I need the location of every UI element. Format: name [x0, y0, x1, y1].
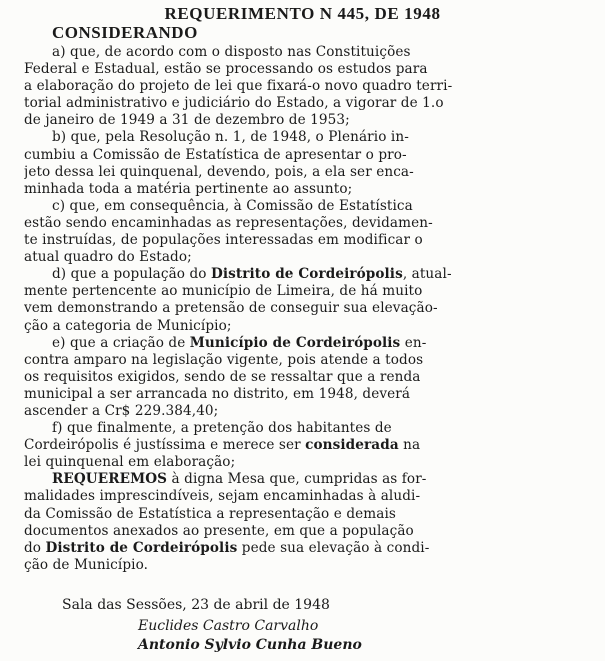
text-line — [24, 471, 582, 488]
text-line: b) que, pela Resolução n. 1, de 1948, o Plenário in- — [52, 129, 409, 146]
text-line: a elaboração do projeto de lei que fixará-o novo quadro terri- — [24, 78, 453, 95]
text-line: jeto dessa lei quinquenal, devendo, pois, a ela ser enca- — [24, 163, 414, 180]
text-line — [24, 335, 582, 352]
bold-segment: REQUEREMOS — [52, 471, 168, 488]
text-line — [24, 540, 582, 557]
text-line: c) que, em consequência, à Comissão de Estatística — [52, 197, 413, 214]
text-segment: , atual- — [402, 266, 452, 283]
text-line: documentos anexados ao presente, em que a população — [24, 522, 414, 539]
text-line: cumbiu a Comissão de Estatística de apresentar o pro- — [24, 146, 407, 163]
document-body — [24, 44, 582, 574]
text-line: ção a categoria de Município; — [24, 317, 232, 334]
text-line: ascender a Cr$ 229.384,40; — [24, 402, 219, 419]
text-segment: d) que a população do — [52, 266, 211, 283]
text-segment: à digna Mesa que, cumpridas as for- — [167, 471, 427, 488]
text-line — [24, 437, 582, 454]
text-line: municipal a ser arrancada no distrito, em 1948, deverá — [24, 385, 411, 402]
text-line: vem demonstrando a pretensão de conseguir sua elevação- — [24, 300, 438, 317]
text-segment: pede sua elevação à condi- — [237, 539, 430, 556]
text-line: da Comissão de Estatística a representação e demais — [24, 505, 396, 522]
text-line: Federal e Estadual, estão se processando os estudos para — [24, 61, 428, 78]
text-line: a) que, de acordo com o disposto nas Constituições — [52, 44, 411, 60]
text-line: atual quadro do Estado; — [24, 249, 192, 266]
text-line: os requisitos exigidos, sendo de se ressaltar que a renda — [24, 368, 421, 385]
bold-segment: considerada — [305, 437, 399, 454]
text-line: ção de Município. — [24, 556, 149, 573]
text-line: mente pertencente ao município de Limeira, de há muito — [24, 283, 423, 300]
text-line: lei quinquenal em elaboração; — [24, 454, 236, 471]
text-line: malidades imprescindíveis, sejam encaminhadas à aludi- — [24, 488, 421, 505]
text-line: te instruídas, de populações interessadas em modificar o — [24, 232, 423, 249]
signature-1: Euclides Castro Carvalho — [138, 618, 319, 634]
location-date: Sala das Sessões, 23 de abril de 1948 — [62, 597, 330, 613]
bold-segment: Município de Cordeirópolis — [189, 334, 401, 351]
text-line: estão sendo encaminhadas as representações, devidamen- — [24, 214, 433, 231]
text-segment: en- — [400, 334, 427, 351]
text-segment: Cordeirópolis é justíssima e merece ser — [24, 437, 306, 454]
text-segment: na — [398, 437, 421, 454]
text-line: f) que finalmente, a pretenção dos habitantes de — [52, 420, 392, 437]
bold-segment: Distrito de Cordeirópolis — [45, 539, 238, 556]
text-line: de janeiro de 1949 a 31 de dezembro de 1953; — [24, 112, 350, 129]
text-line: contra amparo na legislação vigente, pois atende a todos — [24, 351, 424, 368]
text-segment: do — [24, 539, 46, 556]
text-line — [24, 266, 582, 283]
considerando-heading: CONSIDERANDO — [52, 23, 198, 42]
text-line: minhada toda a matéria pertinente ao assunto; — [24, 180, 353, 197]
signature-2: Antonio Sylvio Cunha Bueno — [138, 637, 362, 653]
text-segment: e) que a criação de — [52, 334, 190, 351]
document-title: REQUERIMENTO N 445, DE 1948 — [164, 4, 441, 23]
bold-segment: Distrito de Cordeirópolis — [211, 266, 403, 283]
text-line: torial administrativo e judiciário do Estado, a vigorar de 1.o — [24, 95, 444, 112]
